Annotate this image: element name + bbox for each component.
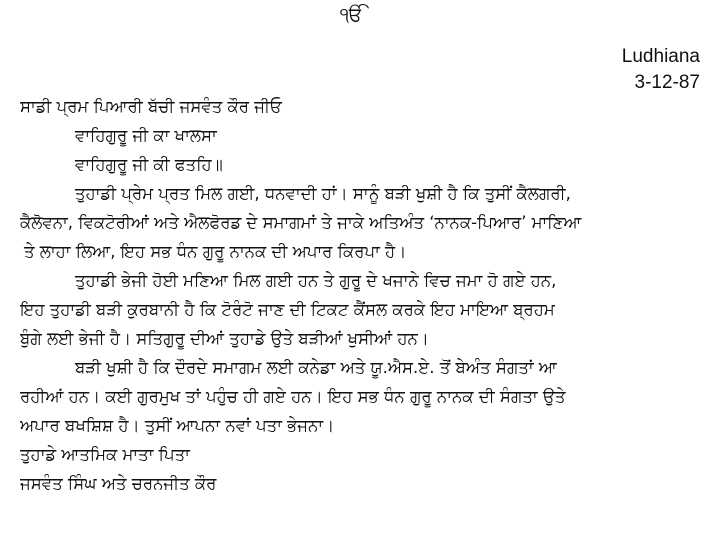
paragraph-2-line-2: ਇਹ ਤੁਹਾਡੀ ਬੜੀ ਕੁਰਬਾਨੀ ਹੈ ਕਿ ਟੋਰੰਟੋ ਜਾਣ ਦੀ ਟਿਕਟ ਕੈਂਸਲ ਕਰਕੇ ਇਹ ਮਾਇਆ ਬ੍ਰਹਮ xyxy=(20,300,555,319)
closing-line: ਤੁਹਾਡੇ ਆਤਮਿਕ ਮਾਤਾ ਪਿਤਾ xyxy=(20,445,190,464)
paragraph-3-line-2: ਰਹੀਆਂ ਹਨ। ਕਈ ਗੁਰਮੁਖ ਤਾਂ ਪਹੁੰਚ ਹੀ ਗਏ ਹਨ। ਇਹ ਸਭ ਧੰਨ ਗੁਰੂ ਨਾਨਕ ਦੀ ਸੰਗਤਾ ਉਤੇ xyxy=(20,387,566,406)
place-date-block xyxy=(622,44,700,96)
paragraph-3-line-1: ਬੜੀ ਖੁਸ਼ੀ ਹੈ ਕਿ ਦੌਰਦੇ ਸਮਾਗਮ ਲਈ ਕਨੇਡਾ ਅਤੇ ਯੂ.ਐਸ.ਏ. ਤੋਂ ਬੇਅੰਤ ਸੰਗਤਾਂ ਆ xyxy=(75,358,557,377)
ik-onkar-symbol: ੴ xyxy=(340,4,364,26)
letter-date: 3-12-87 xyxy=(634,72,700,93)
greeting-line-1: ਵਾਹਿਗੁਰੂ ਜੀ ਕਾ ਖਾਲਸਾ xyxy=(75,126,217,145)
salutation: ਸਾਡੀ ਪ੍ਰਮ ਪਿਆਰੀ ਬੱਚੀ ਜਸਵੰਤ ਕੌਰ ਜੀਓ xyxy=(20,97,282,116)
place-name: Ludhiana xyxy=(621,46,700,67)
paragraph-2-line-3: ਬੁੰਗੇ ਲਈ ਭੇਜੀ ਹੈ। ਸਤਿਗੁਰੂ ਦੀਆਂ ਤੁਹਾਡੇ ਉਤੇ ਬੜੀਆਂ ਖੁਸੀਆਂ ਹਨ। xyxy=(20,329,429,348)
paragraph-2-line-1: ਤੁਹਾਡੀ ਭੇਜੀ ਹੋਈ ਮਣਿਆ ਮਿਲ ਗਈ ਹਨ ਤੇ ਗੁਰੂ ਦੇ ਖਜਾਨੇ ਵਿਚ ਜਮਾ ਹੋ ਗਏ ਹਨ, xyxy=(75,271,557,290)
paragraph-1-line-3: ਤੇ ਲਾਹਾ ਲਿਆ, ਇਹ ਸਭ ਧੰਨ ਗੁਰੂ ਨਾਨਕ ਦੀ ਅਪਾਰ ਕਿਰਪਾ ਹੈ। xyxy=(24,242,407,261)
signature-line: ਜਸਵੰਤ ਸਿੰਘ ਅਤੇ ਚਰਨਜੀਤ ਕੌਰ xyxy=(20,474,217,493)
paragraph-1-line-1: ਤੁਹਾਡੀ ਪ੍ਰੇਮ ਪ੍ਰਤ ਮਿਲ ਗਈ, ਧਨਵਾਦੀ ਹਾਂ। ਸਾਨੂੰ ਬੜੀ ਖੁਸ਼ੀ ਹੈ ਕਿ ਤੁਸੀਂ ਕੈਲਗਰੀ, xyxy=(75,184,571,203)
paragraph-3-line-3: ਅਪਾਰ ਬਖਸ਼ਿਸ਼ ਹੈ। ਤੁਸੀਂ ਆਪਨਾ ਨਵਾਂ ਪਤਾ ਭੇਜਨਾ। xyxy=(20,416,335,435)
letter-body xyxy=(20,92,710,498)
paragraph-1-line-2: ਕੈਲੋਵਨਾ, ਵਿਕਟੋਰੀਆਂ ਅਤੇ ਐਲਫੋਰਡ ਦੇ ਸਮਾਗਮਾਂ ਤੇ ਜਾਕੇ ਅਤਿਅੰਤ ‘ਨਾਨਕ-ਪਿਆਰ’ ਮਾਣਿਆ xyxy=(20,213,582,232)
greeting-line-2: ਵਾਹਿਗੁਰੂ ਜੀ ਕੀ ਫਤਹਿ॥ xyxy=(75,155,223,174)
